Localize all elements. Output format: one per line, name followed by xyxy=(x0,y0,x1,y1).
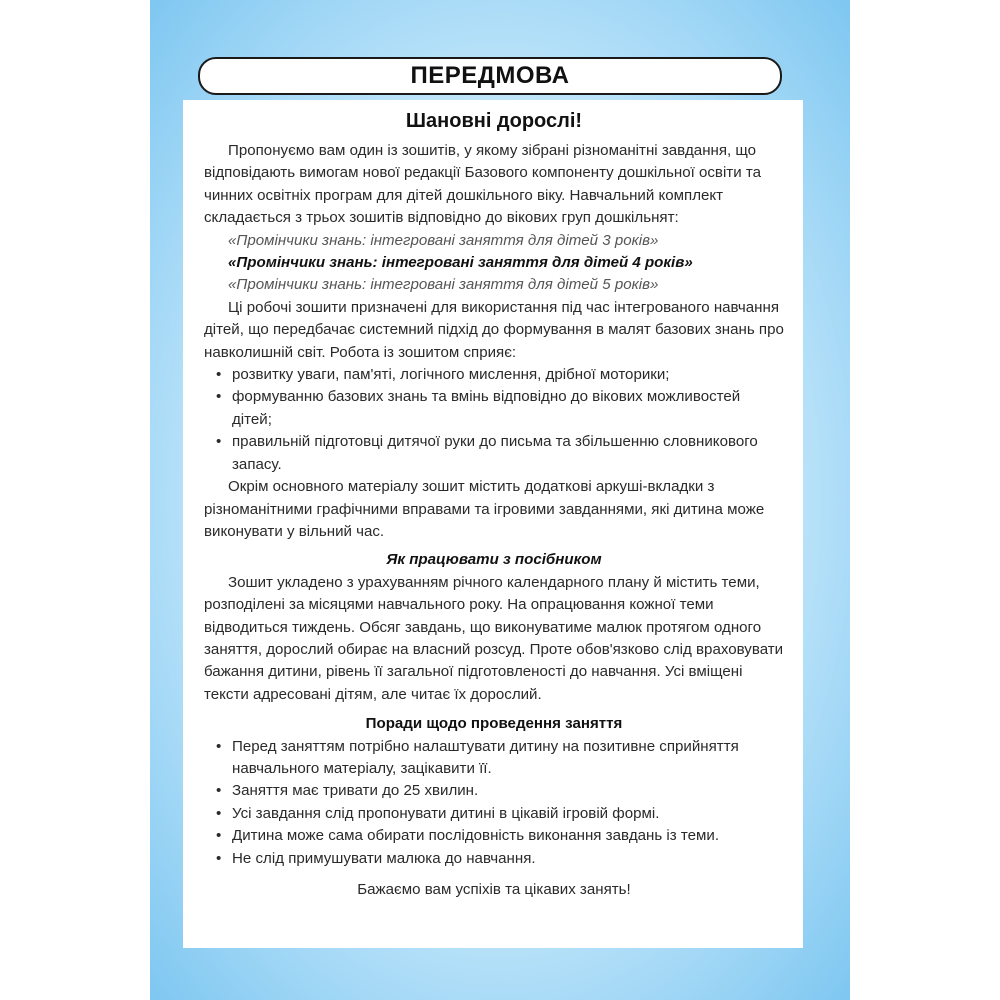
list-item: • Дитина може сама обирати послідовність виконання завдань із теми. xyxy=(204,825,784,847)
closing-line: Бажаємо вам успіхів та цікавих занять! xyxy=(357,881,631,898)
title-frame xyxy=(198,57,782,95)
book-title-3: «Промінчики знань: інтегровані заняття для дітей 3 років» xyxy=(228,231,659,249)
page-title: ПЕРЕДМОВА xyxy=(410,62,570,89)
document-body xyxy=(204,108,784,901)
list-item: • правильній підготовці дитячої руки до письма та збільшенню словникового запасу. xyxy=(204,431,784,476)
list-item: • Заняття має тривати до 25 хвилин. xyxy=(204,780,784,802)
tips-heading: Поради щодо проведення заняття xyxy=(365,715,623,733)
list-item: • Перед заняттям потрібно налаштувати дитину на позитивне сприйняття навчального матеріалу, зацікавити її. xyxy=(204,736,784,781)
how-paragraph: Зошит укладено з урахуванням річного календарного плану й містить теми, розподілені за місяцями навчального року. На опрацювання кожної теми відводиться тиждень. Обсяг завдань, що виконуватиме малюк протягом одного заняття, дорослий обирає на власний розсуд. Проте обов'язково слід враховувати бажання дитини, рівень її загальної підготовленості до навчання. Усі вміщені тексти адресовані дітям, але читає їх дорослий. xyxy=(204,573,784,703)
book-title-4: «Промінчики знань: інтегровані заняття для дітей 4 років» xyxy=(228,254,693,272)
tips-list xyxy=(204,736,784,870)
how-heading: Як працювати з посібником xyxy=(386,551,602,569)
list-item: • Усі завдання слід пропонувати дитині в цікавій ігровій формі. xyxy=(204,803,784,825)
list-item: • Не слід примушувати малюка до навчання. xyxy=(204,848,784,870)
purpose-paragraph: Ці робочі зошити призначені для використання під час інтегрованого навчання дітей, що передбачає системний підхід до формування в малят базових знань про навколишній світ. Робота із зошитом сприяє: xyxy=(204,298,784,361)
benefits-list xyxy=(204,364,784,476)
list-item: • формуванню базових знань та вмінь відповідно до вікових можливостей дітей; xyxy=(204,386,784,431)
extra-paragraph: Окрім основного матеріалу зошит містить додаткові аркуші-вкладки з різноманітними графічними вправами та ігровими завданнями, які дитина може виконувати у вільний час. xyxy=(204,478,765,540)
greeting: Шановні дорослі! xyxy=(405,110,583,132)
list-item: • розвитку уваги, пам'яті, логічного мислення, дрібної моторики; xyxy=(204,364,784,386)
intro-paragraph: Пропонуємо вам один із зошитів, у якому зібрані різноманітні завдання, що відповідають вимогам нової редакції Базового компоненту дошкільної освіти та чинних освітніх програм для дітей дошкільного віку. Навчальний комплект складається з трьох зошитів відповідно до вікових груп дошкільнят: xyxy=(204,142,761,227)
book-title-5: «Промінчики знань: інтегровані заняття для дітей 5 років» xyxy=(228,276,659,294)
